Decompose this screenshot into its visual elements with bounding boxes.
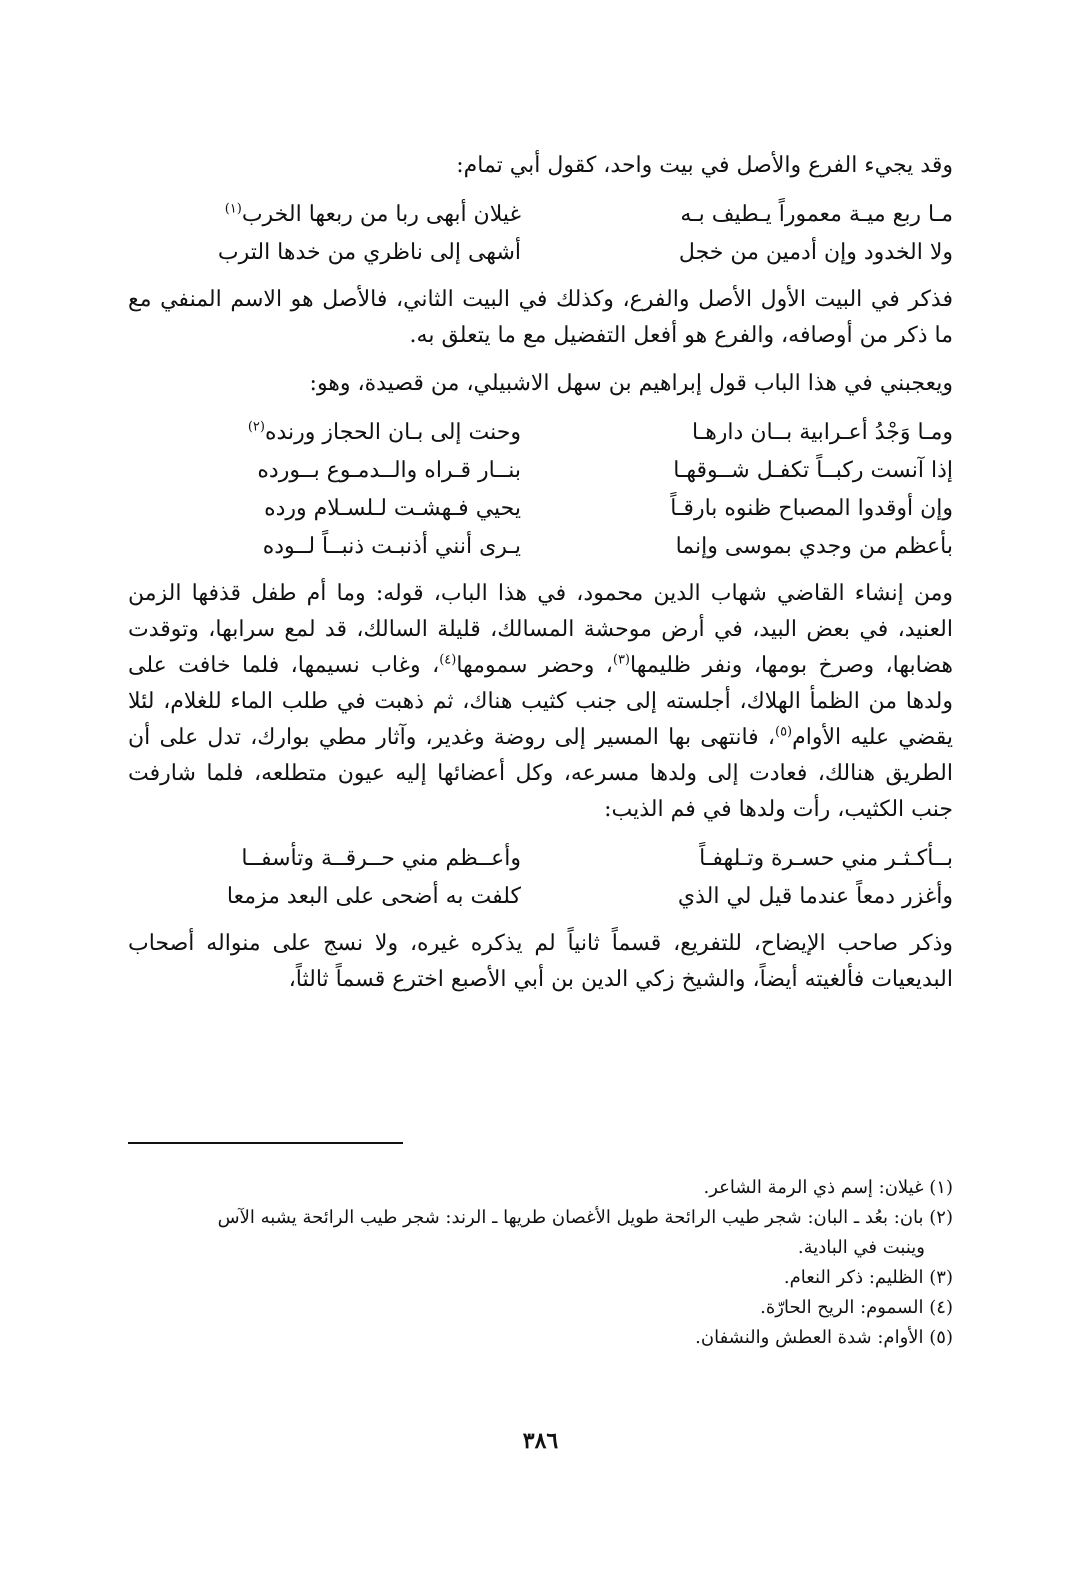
page-body: [128, 148, 954, 1454]
footnote-marker: (٢): [247, 419, 265, 435]
footnote-item: (٥) الأوام: شدة العطش والنشفان.: [695, 1327, 953, 1348]
verses-ibn-sahl: [128, 414, 953, 566]
verse-first-hemistich: ولا الخدود وإن أدمين من خجل: [678, 240, 953, 265]
verse-line: [128, 840, 953, 878]
verses-mother: [128, 840, 953, 916]
verse-line: [128, 490, 953, 528]
footnotes: [128, 1173, 953, 1353]
verse-first-hemistich: إذا آنست ركبــاً تكفـل شــوقهـا: [673, 458, 953, 483]
footnote-marker: (٣): [612, 652, 630, 668]
verse-second-hemistich: غيلان أبهى ربا من ربعها الخرب$^{(١)}$: [224, 201, 521, 227]
verse-first-hemistich: بأعظم من وجدي بموسى وإنما: [675, 534, 953, 559]
verse-second-hemistich: يحيي فـهشـت لـلسـلام ورده: [264, 496, 521, 521]
verse-line: [128, 414, 953, 452]
verse-second-hemistich: وأعــظم مني حــرقــة وتأسفــا: [241, 846, 521, 871]
paragraph-idah: وذكر صاحب الإيضاح، للتفريع، قسماً ثانياً لم يذكره غيره، ولا نسج على منواله أصحاب البديعيات فألغيته أيضاً، والشيخ زكي الدين بن أبي الأصبع اخترع قسماً ثالثاً،: [128, 931, 953, 992]
footnote-continuation: وينبت في البادية.: [797, 1237, 925, 1258]
footnote-marker: (٥): [774, 724, 793, 740]
verse-line: [128, 878, 953, 916]
paragraph-explanation: فذكر في البيت الأول الأصل والفرع، وكذلك في البيت الثاني، فالأصل هو الاسم المنفي مع ما ذكر من أوصافه، والفرع هو أفعل التفضيل مع ما يتعلق به.: [128, 287, 953, 348]
footnote-separator: [128, 1142, 403, 1144]
verse-second-hemistich: بنــار قـراه والــدمـوع بــورده: [257, 458, 521, 483]
footnote-item: (٢) بان: بعُد ـ البان: شجر طيب الرائحة طويل الأغصان طريها ـ الرند: شجر طيب الرائحة يشبه الآس وينبت في البادية.: [128, 1203, 953, 1263]
verse-second-hemistich: أشهى إلى ناظري من خدها الترب: [217, 240, 521, 265]
verse-first-hemistich: ومـا وَجْدُ أعـرابية بــان دارهـا: [692, 420, 953, 445]
verse-line: [128, 234, 953, 272]
paragraph-qadi-shihab: ومن إنشاء القاضي شهاب الدين محمود، في هذا الباب، قوله: وما أم طفل قذفها الزمن العنيد، في بعض البيد، في أرض موحشة المسالك، قليلة السالك، قد لمع سرابها، وتوقدت هضابها، وصرخ بومها، ونفر ظليمها$^{(٣)}$، وحضر سمومها$^{(٤)}$، وغاب نسيمها، فلما خافت على ولدها من الظمأ الهلاك، أجلسته إلى جنب كثيب هناك، ثم ذهبت في طلب الماء للغلام، لئلا يقضي عليه الأوام$^{(٥)}$، فانتهى بها المسير إلى روضة وغدير، وآثار مطي بوارك، تدل على أن الطريق هنالك، فعادت إلى ولدها مسرعه، وكل أعضائها إليه عيون متطلعه، فلما شارفت جنب الكثيب، رأت ولدها في فم الذيب:: [128, 581, 954, 822]
verse-line: [128, 528, 953, 566]
footnote-marker: (٤): [439, 652, 457, 668]
footnote-item: (٣) الظليم: ذكر النعام.: [783, 1267, 953, 1288]
page-number: ٣٨٦: [522, 1428, 559, 1454]
intro-line: وقد يجيء الفرع والأصل في بيت واحد، كقول أبي تمام:: [456, 153, 953, 178]
verse-first-hemistich: مـا ربع ميـة معموراً يـطيف بـه: [680, 202, 953, 227]
verse-second-hemistich: وحنت إلى بـان الحجاز ورنده$^{(٢)}$: [247, 419, 521, 445]
verse-first-hemistich: وإن أوقدوا المصباح ظنوه بارقـاً: [670, 496, 953, 521]
footnote-item: (١) غيلان: إسم ذي الرمة الشاعر.: [703, 1177, 953, 1198]
verse-second-hemistich: يـرى أنني أذنبـت ذنبــاً لــوده: [262, 534, 521, 559]
verses-abu-tammam: [128, 196, 953, 272]
verse-first-hemistich: بــأكـثـر مني حسـرة وتـلهفـاً: [699, 846, 953, 871]
footnote-item: (٤) السموم: الريح الحارّة.: [760, 1297, 953, 1318]
verse-line: [128, 196, 953, 234]
verse-second-hemistich: كلفت به أضحى على البعد مزمعا: [226, 884, 521, 909]
verse-line: [128, 452, 953, 490]
verse-first-hemistich: وأغزر دمعاً عندما قيل لي الذي: [677, 884, 953, 909]
paragraph-ibn-sahl-intro: ويعجبني في هذا الباب قول إبراهيم بن سهل الاشبيلي، من قصيدة، وهو:: [309, 371, 953, 396]
footnote-marker: (١): [224, 201, 242, 217]
